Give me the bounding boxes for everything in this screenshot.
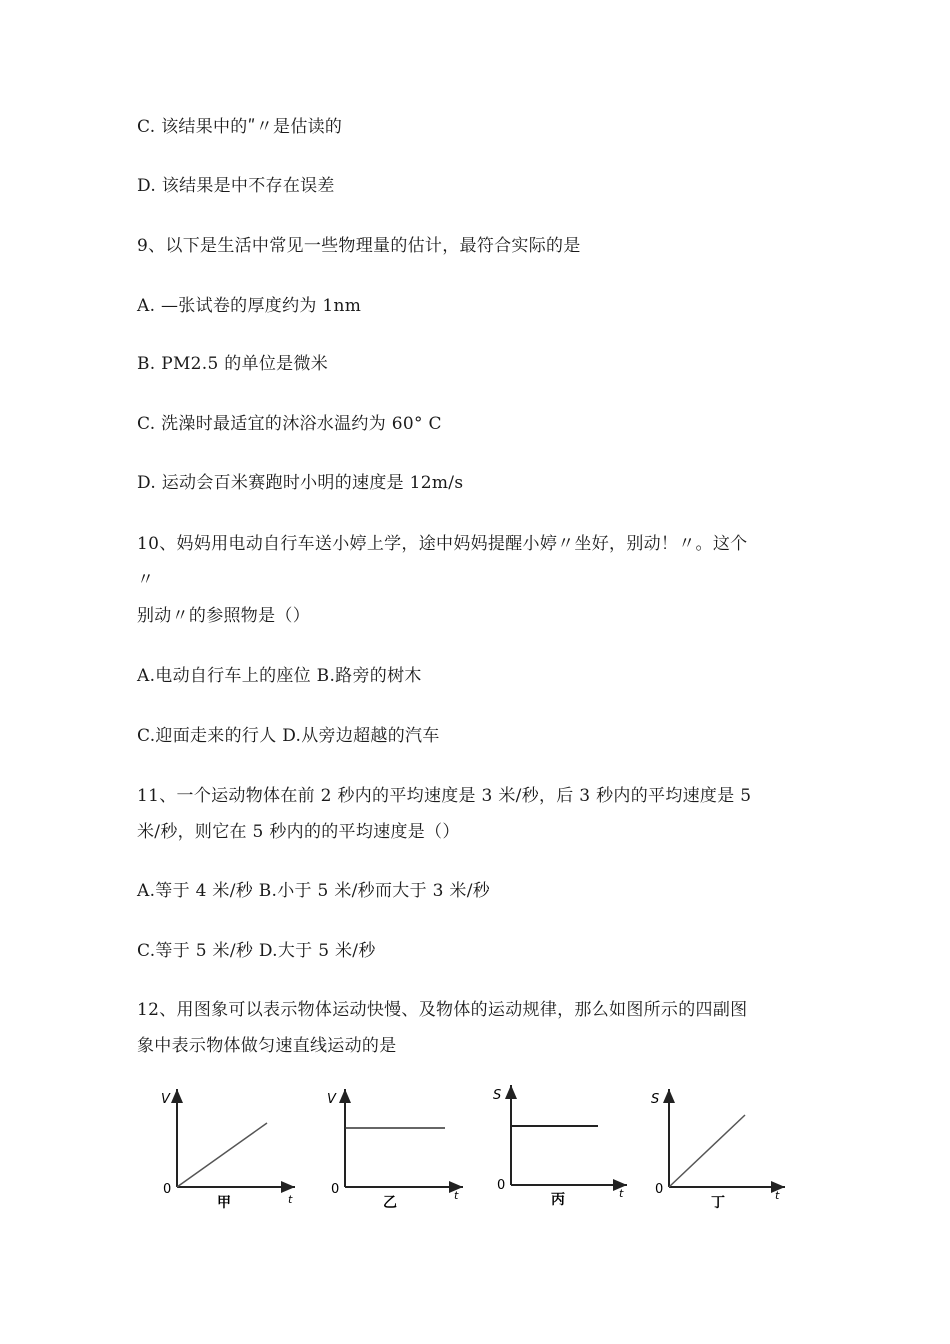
motion-graphs-figure xyxy=(155,1075,795,1215)
graph-jia-y-label: V xyxy=(161,1092,170,1107)
q9-option-d: D. 运动会百米赛跑时小明的速度是 12m/s xyxy=(137,473,464,493)
q12-stem-line2: 象中表示物体做匀速直线运动的是 xyxy=(137,1036,397,1056)
graph-jia-name: 甲 xyxy=(217,1195,231,1211)
graph-ding-x-label: t xyxy=(775,1189,780,1202)
q10-stem-line3: 别动〃的参照物是（） xyxy=(137,606,310,626)
q11-stem-line2: 米/秒，则它在 5 秒内的的平均速度是（） xyxy=(137,822,460,842)
graph-ding-origin: 0 xyxy=(655,1182,664,1197)
graph-bing xyxy=(493,1085,627,1208)
graph-jia-origin: 0 xyxy=(163,1182,172,1197)
graph-yi-x-label: t xyxy=(454,1189,459,1202)
q12-stem-line1: 12、用图象可以表示物体运动快慢、及物体的运动规律，那么如图所示的四副图 xyxy=(137,1000,748,1020)
q8-option-c: C. 该结果中的ʺ〃是估读的 xyxy=(137,117,343,137)
q10-stem-line1: 10、妈妈用电动自行车送小婷上学，途中妈妈提醒小婷〃坐好，别动！〃。这个 xyxy=(137,534,748,554)
graph-jia-rising-line xyxy=(177,1123,267,1187)
q11-stem-line1: 11、一个运动物体在前 2 秒内的平均速度是 3 米/秒，后 3 秒内的平均速度是 5 xyxy=(137,786,752,806)
graph-ding-rising-line xyxy=(669,1115,745,1187)
graph-bing-name: 丙 xyxy=(551,1192,565,1208)
graph-yi-y-label: V xyxy=(327,1092,336,1107)
graph-ding xyxy=(651,1089,785,1211)
q10-options-cd: C.迎面走来的行人 D.从旁边超越的汽车 xyxy=(137,726,440,746)
q8-option-d: D. 该结果是中不存在误差 xyxy=(137,176,335,196)
q10-options-ab: A.电动自行车上的座位 B.路旁的树木 xyxy=(137,666,422,686)
graph-yi-origin: 0 xyxy=(331,1182,340,1197)
q9-option-a: A. —张试卷的厚度约为 1nm xyxy=(137,296,362,316)
q10-stem-line2: 〃 xyxy=(137,570,155,590)
graph-bing-x-label: t xyxy=(619,1187,624,1200)
q11-options-ab: A.等于 4 米/秒 B.小于 5 米/秒而大于 3 米/秒 xyxy=(137,881,491,901)
graph-ding-name: 丁 xyxy=(711,1195,725,1211)
q9-option-c: C. 洗澡时最适宜的沐浴水温约为 60° C xyxy=(137,414,442,434)
graph-jia xyxy=(161,1089,295,1211)
graph-jia-x-label: t xyxy=(288,1193,293,1206)
graph-yi-name: 乙 xyxy=(383,1195,397,1211)
q9-option-b: B. PM2.5 的单位是微米 xyxy=(137,354,329,374)
graph-bing-origin: 0 xyxy=(497,1178,506,1193)
q11-options-cd: C.等于 5 米/秒 D.大于 5 米/秒 xyxy=(137,941,376,961)
graph-bing-y-label: S xyxy=(493,1088,502,1103)
q9-stem: 9、以下是生活中常见一些物理量的估计，最符合实际的是 xyxy=(137,236,581,256)
graph-yi xyxy=(327,1089,463,1211)
graph-ding-y-label: S xyxy=(651,1092,660,1107)
